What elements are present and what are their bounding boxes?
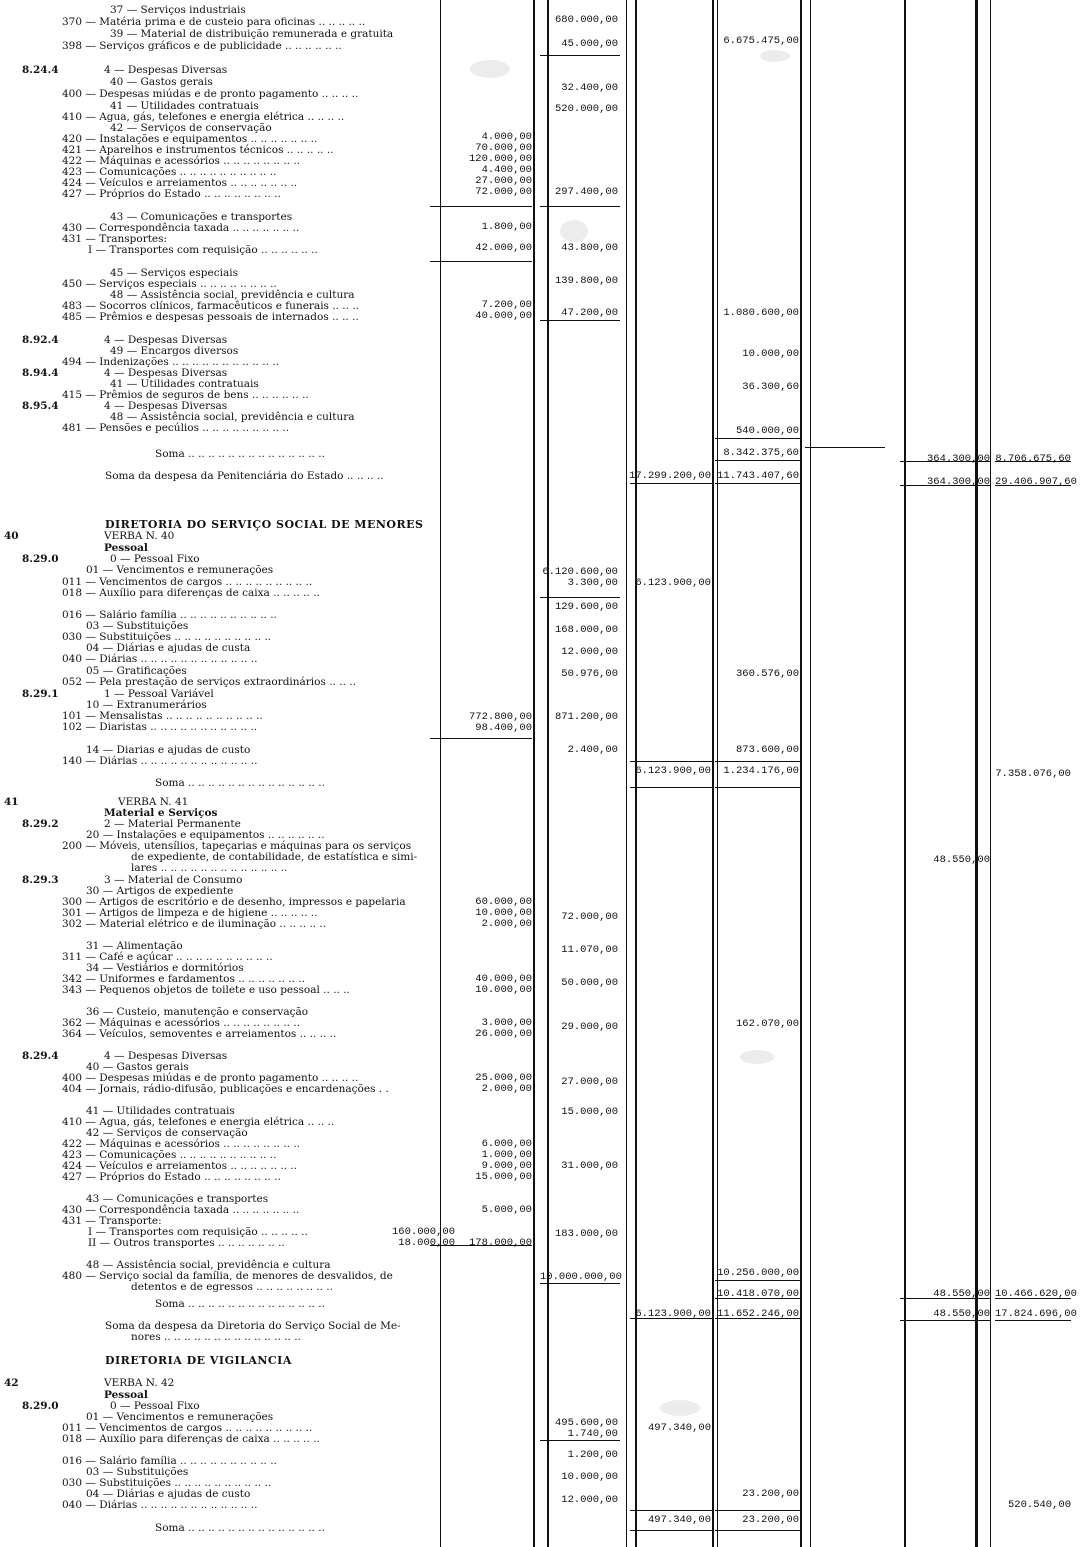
text-line: 4 — Despesas Diversas bbox=[104, 367, 228, 379]
text-line: 101 — Mensalistas .. .. .. .. .. .. .. .. .. .. bbox=[62, 710, 263, 722]
amount-cell: 364.300,00 bbox=[926, 476, 990, 488]
amount-cell: 2.000,00 bbox=[481, 918, 532, 930]
budget-code: 8.29.3 bbox=[22, 874, 59, 886]
section-title: DIRETORIA DE VIGILANCIA bbox=[105, 1354, 292, 1367]
text-line: 424 — Veículos e arreiamentos .. .. .. .. .. .. .. bbox=[62, 177, 298, 189]
amount-cell: 11.070,00 bbox=[561, 944, 618, 956]
amount-cell: 32.400,00 bbox=[561, 82, 618, 94]
text-line: 0 — Pessoal Fixo bbox=[110, 1400, 200, 1412]
amount-cell: 520.540,00 bbox=[1007, 1499, 1071, 1511]
text-line: lares .. .. .. .. .. .. .. .. .. .. .. .. .. bbox=[131, 862, 288, 874]
amount-cell: 72.000,00 bbox=[475, 186, 532, 198]
text-line: 018 — Auxílio para diferenças de caixa .. .. .. .. .. bbox=[62, 587, 320, 599]
text-line: 400 — Despesas miúdas e de pronto pagamento .. .. .. .. bbox=[62, 1072, 359, 1084]
text-line: 4 — Despesas Diversas bbox=[104, 1050, 228, 1062]
text-line: 42 — Serviços de conservação bbox=[86, 1127, 248, 1139]
amount-cell: 680.000,00 bbox=[554, 14, 618, 26]
amount-cell: 47.200,00 bbox=[561, 307, 618, 319]
text-line: 45 — Serviços especiais bbox=[110, 267, 238, 279]
text-line: 04 — Diárias e ajudas de custo bbox=[86, 1488, 251, 1500]
text-line: detentos e de egressos .. .. .. .. .. .. .. .. bbox=[131, 1281, 333, 1293]
amount-cell: 27.000,00 bbox=[475, 175, 532, 187]
amount-cell: 297.400,00 bbox=[554, 186, 618, 198]
amount-cell: 4.000,00 bbox=[481, 131, 532, 143]
row-rule bbox=[540, 1283, 620, 1284]
scan-smudge bbox=[660, 1400, 700, 1416]
amount-cell: 11.743.407,60 bbox=[717, 470, 799, 482]
budget-code: 8.95.4 bbox=[22, 400, 59, 412]
amount-cell: 6.675.475,00 bbox=[723, 35, 799, 47]
amount-cell: 25.000,00 bbox=[475, 1072, 532, 1084]
text-line: 370 — Matéria prima e de custeio para oficinas .. .. .. .. .. bbox=[62, 16, 366, 28]
amount-cell: 48.550,00 bbox=[933, 1288, 990, 1300]
amount-cell: 29.406.907,60 bbox=[995, 476, 1077, 488]
amount-cell: 2.400,00 bbox=[567, 744, 618, 756]
amount-cell: 10.000.000,00 bbox=[540, 1271, 622, 1283]
row-rule bbox=[715, 460, 801, 461]
amount-cell: 1.200,00 bbox=[567, 1449, 618, 1461]
column-rule bbox=[990, 0, 991, 1547]
row-rule bbox=[630, 787, 712, 788]
amount-cell: 98.400,00 bbox=[475, 722, 532, 734]
budget-code: 8.29.1 bbox=[22, 688, 59, 700]
amount-cell: 5.000,00 bbox=[481, 1204, 532, 1216]
text-line: 011 — Vencimentos de cargos .. .. .. .. .. .. .. .. .. bbox=[62, 1422, 313, 1434]
text-line: 41 — Utilidades contratuais bbox=[110, 378, 259, 390]
text-line: 362 — Máquinas e acessórios .. .. .. .. .. .. .. .. bbox=[62, 1017, 301, 1029]
row-rule bbox=[900, 1320, 990, 1321]
amount-cell: 10.000,00 bbox=[475, 907, 532, 919]
section-number: 40 bbox=[4, 530, 19, 542]
row-rule bbox=[715, 1280, 801, 1281]
text-line: 37 — Serviços industriais bbox=[110, 4, 246, 16]
amount-cell: 15.000,00 bbox=[475, 1171, 532, 1183]
text-line: 10 — Extranumerários bbox=[86, 699, 207, 711]
row-rule bbox=[430, 738, 532, 739]
text-line: II — Outros transportes .. .. .. .. .. .. .. bbox=[88, 1237, 285, 1249]
text-line: 427 — Próprios do Estado .. .. .. .. .. .. .. .. bbox=[62, 1171, 281, 1183]
amount-cell: 7.200,00 bbox=[481, 299, 532, 311]
amount-cell: 540.000,00 bbox=[735, 425, 799, 437]
amount-cell: 43.800,00 bbox=[561, 242, 618, 254]
soma-label: Soma .. .. .. .. .. .. .. .. .. .. .. .. .. .. bbox=[155, 777, 325, 789]
text-line: 34 — Vestiários e dormitórios bbox=[86, 962, 244, 974]
row-rule bbox=[540, 1440, 620, 1441]
amount-cell: 9.000,00 bbox=[481, 1160, 532, 1172]
column-rule bbox=[800, 0, 802, 1547]
text-line: nores .. .. .. .. .. .. .. .. .. .. .. .. .. .. bbox=[131, 1331, 301, 1343]
scan-smudge bbox=[740, 1050, 774, 1064]
text-line: 040 — Diárias .. .. .. .. .. .. .. .. .. .. .. .. bbox=[62, 653, 258, 665]
amount-cell: 17.824.696,00 bbox=[995, 1308, 1077, 1320]
text-line: 480 — Serviço social da família, de menores de desvalidos, de bbox=[62, 1270, 393, 1282]
amount-cell: 10.000,00 bbox=[742, 348, 799, 360]
text-line: 4 — Despesas Diversas bbox=[104, 64, 228, 76]
text-line: 011 — Vencimentos de cargos .. .. .. .. .. .. .. .. .. bbox=[62, 576, 313, 588]
text-line: 427 — Próprios do Estado .. .. .. .. .. .. .. .. bbox=[62, 188, 281, 200]
text-line: 3 — Material de Consumo bbox=[104, 874, 243, 886]
scan-smudge bbox=[560, 220, 588, 242]
text-line: 040 — Diárias .. .. .. .. .. .. .. .. .. .. .. .. bbox=[62, 1499, 258, 1511]
text-line: 102 — Diaristas .. .. .. .. .. .. .. .. .. .. .. bbox=[62, 721, 258, 733]
text-line: 420 — Instalações e equipamentos .. .. .. .. .. .. .. bbox=[62, 133, 318, 145]
amount-cell: 3.300,00 bbox=[567, 577, 618, 589]
text-line: 404 — Jornais, rádio-difusão, publicações e encardenações . . bbox=[62, 1083, 389, 1095]
budget-code: 8.29.4 bbox=[22, 1050, 59, 1062]
scan-smudge bbox=[470, 60, 510, 78]
text-line: 0 — Pessoal Fixo bbox=[110, 553, 200, 565]
amount-cell: 8.706.675,60 bbox=[995, 453, 1071, 465]
amount-cell: 497.340,00 bbox=[647, 1422, 711, 1434]
text-line: 43 — Comunicações e transportes bbox=[86, 1193, 269, 1205]
text-line: 49 — Encargos diversos bbox=[110, 345, 239, 357]
section-number: 42 bbox=[4, 1377, 19, 1389]
amount-cell: 7.358.076,00 bbox=[995, 768, 1071, 780]
amount-cell: 10.000,00 bbox=[475, 984, 532, 996]
text-line: 31 — Alimentação bbox=[86, 940, 183, 952]
text-line: Soma da despesa da Diretoria do Serviço Social de Me- bbox=[105, 1320, 401, 1332]
amount-cell: 364.300,00 bbox=[926, 453, 990, 465]
row-rule bbox=[630, 1530, 712, 1531]
amount-cell: 497.340,00 bbox=[647, 1514, 711, 1526]
amount-cell: 1.740,00 bbox=[567, 1428, 618, 1440]
text-line: 016 — Salário família .. .. .. .. .. .. .. .. .. .. bbox=[62, 1455, 277, 1467]
text-line: 030 — Substituições .. .. .. .. .. .. .. .. .. .. bbox=[62, 631, 272, 643]
row-rule bbox=[430, 206, 532, 207]
amount-cell: 12.000,00 bbox=[561, 646, 618, 658]
amount-cell: 160.000,00 bbox=[391, 1226, 455, 1238]
soma-label: Soma .. .. .. .. .. .. .. .. .. .. .. .. .. .. bbox=[155, 448, 325, 460]
amount-cell: 40.000,00 bbox=[475, 973, 532, 985]
row-rule bbox=[715, 787, 801, 788]
amount-cell: 10.256.000,00 bbox=[717, 1267, 799, 1279]
amount-cell: 10.466.620,00 bbox=[995, 1288, 1077, 1300]
amount-cell: 18.000,00 bbox=[398, 1237, 455, 1249]
text-line: de expediente, de contabilidade, de estatística e simi- bbox=[131, 851, 418, 863]
budget-code: 8.92.4 bbox=[22, 334, 59, 346]
text-line: 2 — Material Permanente bbox=[104, 818, 241, 830]
text-line: I — Transportes com requisição .. .. .. .. .. .. bbox=[88, 244, 318, 256]
text-line: 410 — Agua, gás, telefones e energia elétrica .. .. .. .. bbox=[62, 111, 345, 123]
amount-cell: 871.200,00 bbox=[554, 711, 618, 723]
amount-cell: 50.000,00 bbox=[561, 977, 618, 989]
budget-code: 8.24.4 bbox=[22, 64, 59, 76]
scan-smudge bbox=[760, 50, 790, 62]
text-line: 42 — Serviços de conservação bbox=[110, 122, 272, 134]
text-line: 03 — Substituições bbox=[86, 620, 189, 632]
amount-cell: 36.300,60 bbox=[742, 381, 799, 393]
budget-code: 8.29.0 bbox=[22, 1400, 59, 1412]
text-line: 398 — Serviços gráficos e de publicidade .. .. .. .. .. .. bbox=[62, 40, 342, 52]
amount-cell: 6.123.900,00 bbox=[635, 577, 711, 589]
amount-cell: 31.000,00 bbox=[561, 1160, 618, 1172]
soma-label: Soma .. .. .. .. .. .. .. .. .. .. .. .. .. .. bbox=[155, 1522, 325, 1534]
amount-cell: 183.000,00 bbox=[554, 1228, 618, 1240]
text-line: Pessoal bbox=[104, 542, 148, 554]
text-line: Pessoal bbox=[104, 1389, 148, 1401]
text-line: 04 — Diárias e ajudas de custa bbox=[86, 642, 251, 654]
amount-cell: 8.342.375,60 bbox=[723, 447, 799, 459]
amount-cell: 6.123.900,00 bbox=[635, 765, 711, 777]
amount-cell: 772.800,00 bbox=[468, 711, 532, 723]
text-line: 030 — Substituições .. .. .. .. .. .. .. .. .. .. bbox=[62, 1477, 272, 1489]
text-line: 430 — Correspondência taxada .. .. .. .. .. .. .. bbox=[62, 1204, 300, 1216]
text-line: 41 — Utilidades contratuais bbox=[86, 1105, 235, 1117]
text-line: 200 — Móveis, utensílios, tapeçarias e máquinas para os serviços bbox=[62, 840, 412, 852]
amount-cell: 48.550,00 bbox=[933, 854, 990, 866]
row-rule bbox=[715, 438, 801, 439]
text-line: 016 — Salário família .. .. .. .. .. .. .. .. .. .. bbox=[62, 609, 277, 621]
amount-cell: 2.000,00 bbox=[481, 1083, 532, 1095]
text-line: 400 — Despesas miúdas e de pronto pagamento .. .. .. .. bbox=[62, 88, 359, 100]
text-line: 48 — Assistência social, previdência e cultura bbox=[86, 1259, 331, 1271]
amount-cell: 6.000,00 bbox=[481, 1138, 532, 1150]
text-line: 36 — Custeio, manutenção e conservação bbox=[86, 1006, 309, 1018]
amount-cell: 60.000,00 bbox=[475, 896, 532, 908]
amount-cell: 168.000,00 bbox=[554, 624, 618, 636]
text-line: 41 — Utilidades contratuais bbox=[110, 100, 259, 112]
amount-cell: 6.120.600,00 bbox=[542, 566, 618, 578]
amount-cell: 70.000,00 bbox=[475, 142, 532, 154]
amount-cell: 178.000,00 bbox=[468, 1237, 532, 1249]
text-line: 431 — Transporte: bbox=[62, 1215, 162, 1227]
text-line: 018 — Auxílio para diferenças de caixa .. .. .. .. .. bbox=[62, 1433, 320, 1445]
text-line: 415 — Prêmios de seguros de bens .. .. .. .. .. .. bbox=[62, 389, 309, 401]
text-line: 311 — Café e açúcar .. .. .. .. .. .. .. .. .. .. bbox=[62, 951, 273, 963]
amount-cell: 15.000,00 bbox=[561, 1106, 618, 1118]
row-rule bbox=[630, 761, 712, 762]
amount-cell: 1.800,00 bbox=[481, 221, 532, 233]
text-line: 302 — Material elétrico e de iluminação .. .. .. .. .. bbox=[62, 918, 327, 930]
text-line: 48 — Assistência social, previdência e cultura bbox=[110, 289, 355, 301]
amount-cell: 10.418.070,00 bbox=[717, 1288, 799, 1300]
text-line: 450 — Serviços especiais .. .. .. .. .. .. .. .. bbox=[62, 278, 277, 290]
amount-cell: 6.123.900,00 bbox=[635, 1308, 711, 1320]
column-rule bbox=[533, 0, 535, 1547]
amount-cell: 1.080.600,00 bbox=[723, 307, 799, 319]
text-line: 39 — Material de distribuição remunerada e gratuita bbox=[110, 28, 394, 40]
text-line: 343 — Pequenos objetos de toilete e uso pessoal .. .. .. bbox=[62, 984, 350, 996]
row-rule bbox=[630, 1510, 712, 1511]
text-line: 424 — Veículos e arreiamentos .. .. .. .. .. .. .. bbox=[62, 1160, 298, 1172]
row-rule bbox=[715, 1510, 801, 1511]
row-rule bbox=[430, 261, 532, 262]
row-rule bbox=[540, 206, 620, 207]
text-line: 483 — Socorros clínicos, farmacêuticos e funerais .. .. .. bbox=[62, 300, 359, 312]
text-line: 410 — Agua, gás, telefones e energia elétrica .. .. .. bbox=[62, 1116, 335, 1128]
text-line: 48 — Assistência social, previdência e cultura bbox=[110, 411, 355, 423]
text-line: 4 — Despesas Diversas bbox=[104, 334, 228, 346]
soma-label: Soma .. .. .. .. .. .. .. .. .. .. .. .. .. .. bbox=[155, 1298, 325, 1310]
amount-cell: 1.234.176,00 bbox=[723, 765, 799, 777]
text-line: 01 — Vencimentos e remunerações bbox=[86, 564, 274, 576]
amount-cell: 26.000,00 bbox=[475, 1028, 532, 1040]
column-rule bbox=[547, 0, 549, 1547]
text-line: 20 — Instalações e equipamentos .. .. .. .. .. .. bbox=[86, 829, 325, 841]
row-rule bbox=[715, 1530, 801, 1531]
text-line: VERBA N. 41 bbox=[118, 796, 189, 808]
row-rule bbox=[715, 483, 801, 484]
amount-cell: 45.000,00 bbox=[561, 38, 618, 50]
amount-cell: 129.600,00 bbox=[554, 601, 618, 613]
row-rule bbox=[715, 761, 801, 762]
amount-cell: 27.000,00 bbox=[561, 1076, 618, 1088]
amount-cell: 17.299.200,00 bbox=[629, 470, 711, 482]
column-rule bbox=[810, 0, 811, 1547]
text-line: 485 — Prêmios e despesas pessoais de internados .. .. .. bbox=[62, 311, 359, 323]
amount-cell: 72.000,00 bbox=[561, 911, 618, 923]
amount-cell: 12.000,00 bbox=[561, 1494, 618, 1506]
amount-cell: 29.000,00 bbox=[561, 1021, 618, 1033]
text-line: 423 — Comunicações .. .. .. .. .. .. .. .. .. .. bbox=[62, 1149, 277, 1161]
text-line: 481 — Pensões e pecúlios .. .. .. .. .. .. .. .. .. bbox=[62, 422, 290, 434]
text-line: 30 — Artigos de expediente bbox=[86, 885, 234, 897]
text-line: 494 — Indenizações .. .. .. .. .. .. .. .. .. .. .. bbox=[62, 356, 279, 368]
column-rule bbox=[712, 0, 714, 1547]
amount-cell: 50.976,00 bbox=[561, 668, 618, 680]
text-line: 14 — Diarias e ajudas de custo bbox=[86, 744, 251, 756]
amount-cell: 4.400,00 bbox=[481, 164, 532, 176]
text-line: I — Transportes com requisição .. .. .. .. .. bbox=[88, 1226, 308, 1238]
amount-cell: 162.070,00 bbox=[735, 1018, 799, 1030]
text-line: VERBA N. 40 bbox=[104, 530, 175, 542]
amount-cell: 520.000,00 bbox=[554, 103, 618, 115]
amount-cell: 48.550,00 bbox=[933, 1308, 990, 1320]
text-line: 364 — Veículos, semoventes e arreiamentos .. .. .. .. bbox=[62, 1028, 337, 1040]
amount-cell: 1.000,00 bbox=[481, 1149, 532, 1161]
text-line: 422 — Máquinas e acessórios .. .. .. .. .. .. .. .. bbox=[62, 1138, 301, 1150]
section-number: 41 bbox=[4, 796, 19, 808]
text-line: 431 — Transportes: bbox=[62, 233, 168, 245]
text-line: 342 — Uniformes e fardamentos .. .. .. .. .. .. .. bbox=[62, 973, 305, 985]
text-line: Material e Serviços bbox=[104, 807, 218, 819]
row-rule bbox=[540, 320, 620, 321]
amount-cell: 495.600,00 bbox=[554, 1417, 618, 1429]
text-line: 05 — Gratificações bbox=[86, 665, 187, 677]
text-line: 43 — Comunicações e transportes bbox=[110, 211, 293, 223]
text-line: 430 — Correspondência taxada .. .. .. .. .. .. .. bbox=[62, 222, 300, 234]
amount-cell: 23.200,00 bbox=[742, 1488, 799, 1500]
text-line: Soma da despesa da Penitenciária do Estado .. .. .. .. bbox=[105, 470, 384, 482]
text-line: 301 — Artigos de limpeza e de higiene .. .. .. .. .. bbox=[62, 907, 318, 919]
text-line: 140 — Diárias .. .. .. .. .. .. .. .. .. .. .. .. bbox=[62, 755, 258, 767]
row-rule bbox=[995, 1320, 1071, 1321]
text-line: 052 — Pela prestação de serviços extraordinários .. .. .. bbox=[62, 676, 356, 688]
text-line: 40 — Gastos gerais bbox=[86, 1061, 189, 1073]
text-line: VERBA N. 42 bbox=[104, 1377, 175, 1389]
amount-cell: 11.652.246,00 bbox=[717, 1308, 799, 1320]
amount-cell: 42.000,00 bbox=[475, 242, 532, 254]
text-line: 421 — Aparelhos e instrumentos técnicos .. .. .. .. .. bbox=[62, 144, 334, 156]
amount-cell: 360.576,00 bbox=[735, 668, 799, 680]
text-line: 423 — Comunicações .. .. .. .. .. .. .. .. .. .. bbox=[62, 166, 277, 178]
text-line: 03 — Substituições bbox=[86, 1466, 189, 1478]
row-rule bbox=[540, 597, 620, 598]
section-title: DIRETORIA DO SERVIÇO SOCIAL DE MENORES bbox=[105, 518, 424, 531]
row-rule bbox=[630, 483, 712, 484]
text-line: 1 — Pessoal Variável bbox=[104, 688, 214, 700]
text-line: 422 — Máquinas e acessórios .. .. .. .. .. .. .. .. bbox=[62, 155, 301, 167]
amount-cell: 873.600,00 bbox=[735, 744, 799, 756]
budget-code: 8.29.2 bbox=[22, 818, 59, 830]
amount-cell: 10.000,00 bbox=[561, 1471, 618, 1483]
text-line: 4 — Despesas Diversas bbox=[104, 400, 228, 412]
text-line: 300 — Artigos de escritório e de desenho, impressos e papelaria bbox=[62, 896, 406, 908]
budget-code: 8.29.0 bbox=[22, 553, 59, 565]
text-line: 40 — Gastos gerais bbox=[110, 76, 213, 88]
amount-cell: 40.000,00 bbox=[475, 310, 532, 322]
amount-cell: 120.000,00 bbox=[468, 153, 532, 165]
amount-cell: 3.000,00 bbox=[481, 1017, 532, 1029]
row-rule bbox=[805, 447, 885, 448]
text-line: 01 — Vencimentos e remunerações bbox=[86, 1411, 274, 1423]
amount-cell: 139.800,00 bbox=[554, 275, 618, 287]
amount-cell: 23.200,00 bbox=[742, 1514, 799, 1526]
row-rule bbox=[540, 55, 620, 56]
budget-code: 8.94.4 bbox=[22, 367, 59, 379]
